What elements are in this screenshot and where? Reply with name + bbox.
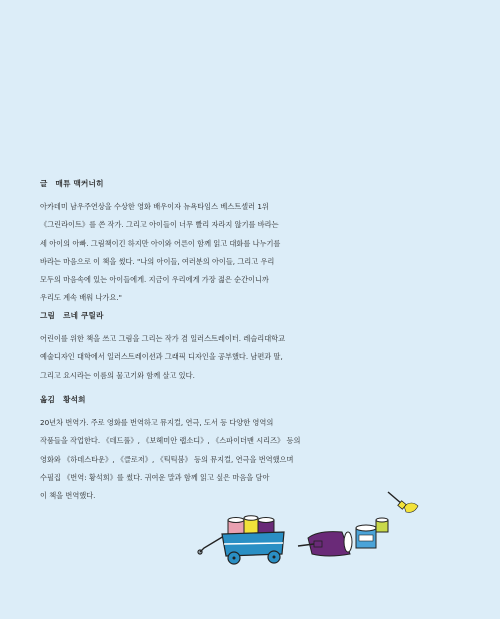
can-lime-lid — [376, 518, 388, 522]
translator-bio-line: 20년차 번역가. 주로 영화를 번역하고 뮤지컬, 연극, 도서 등 다양한 영역의 — [40, 418, 274, 427]
author-bio-line: 모두의 마음속에 있는 아이들에게. 지금이 우리에게 가장 젊은 순간이니까 — [40, 275, 269, 285]
author-role: 글 — [40, 179, 48, 188]
can-purple-lid — [258, 518, 274, 523]
illustrator-bio-line: 그리고 요시라는 이름의 물고기와 함께 살고 있다. — [40, 370, 195, 380]
wagon-handle — [200, 536, 224, 552]
illustrator-bio-line: 예술디자인 대학에서 일러스트레이션과 그래픽 디자인을 공부했다. 남편과 딸, — [40, 352, 283, 362]
author-name: 매튜 맥커너히 — [55, 179, 104, 188]
paint-wagon-illustration — [190, 488, 430, 578]
wagon-wheel-hub — [273, 556, 276, 559]
illustrator-bio — [40, 330, 460, 385]
illustrator-bio-line: 어린이를 위한 책을 쓰고 그림을 그리는 작가 겸 일러스트레이터. 레슬리대학교 — [40, 334, 286, 343]
translator-name: 황석희 — [63, 395, 86, 404]
can-pink-lid — [228, 518, 244, 523]
author-bio-line: 세 아이의 아빠. 그림책이긴 하지만 아이와 어른이 함께 읽고 대화를 나누기를 — [40, 238, 281, 248]
can-blue-lid — [356, 525, 376, 531]
translator-bio-line: 수필집 《번역: 황석희》를 썼다. 귀여운 말과 함께 읽고 싶은 마음을 담아 — [40, 472, 270, 482]
translator-bio-line: 작품들을 작업한다. 《데드풀》, 《보헤미안 랩소디》, 《스파이더맨 시리즈》 등의 — [40, 436, 301, 446]
translator-role: 옮김 — [40, 395, 56, 404]
translator-bio-line: 이 책을 번역했다. — [40, 491, 96, 501]
author-section — [40, 178, 460, 308]
illustrator-name: 르네 쿠릴라 — [63, 311, 104, 320]
spill-lid — [344, 532, 352, 552]
translator-bio-line: 영화와 《하데스타운》, 《클로저》, 《틱틱붐》 등의 뮤지컬, 연극을 번역했으며 — [40, 454, 294, 464]
author-bio-line: 《그린라이트》를 쓴 작가. 그리고 아이들이 너무 빨리 자라지 않기를 바라는 — [40, 220, 279, 230]
illustrator-section — [40, 310, 460, 385]
author-bio-line: 바라는 마음으로 이 책을 썼다. "나의 아이들, 여러분의 아이들, 그리고 우리 — [40, 256, 275, 266]
translator-heading — [40, 394, 460, 405]
can-yellow-lid — [244, 516, 258, 521]
illustrator-heading — [40, 310, 460, 321]
illustrator-role: 그림 — [40, 311, 56, 320]
yellow-brush-handle — [388, 492, 402, 504]
author-bio — [40, 198, 460, 308]
author-bio-line: 아카데미 남우주연상을 수상한 영화 배우이자 뉴욕타임스 베스트셀러 1위 — [40, 202, 269, 211]
author-bio-line: 우리도 계속 배워 나가요." — [40, 293, 122, 303]
wagon-wheel-hub — [233, 557, 236, 560]
paint-brush-head — [314, 541, 322, 547]
author-heading — [40, 178, 460, 189]
can-label — [359, 535, 373, 541]
wagon-stripe — [224, 543, 283, 544]
